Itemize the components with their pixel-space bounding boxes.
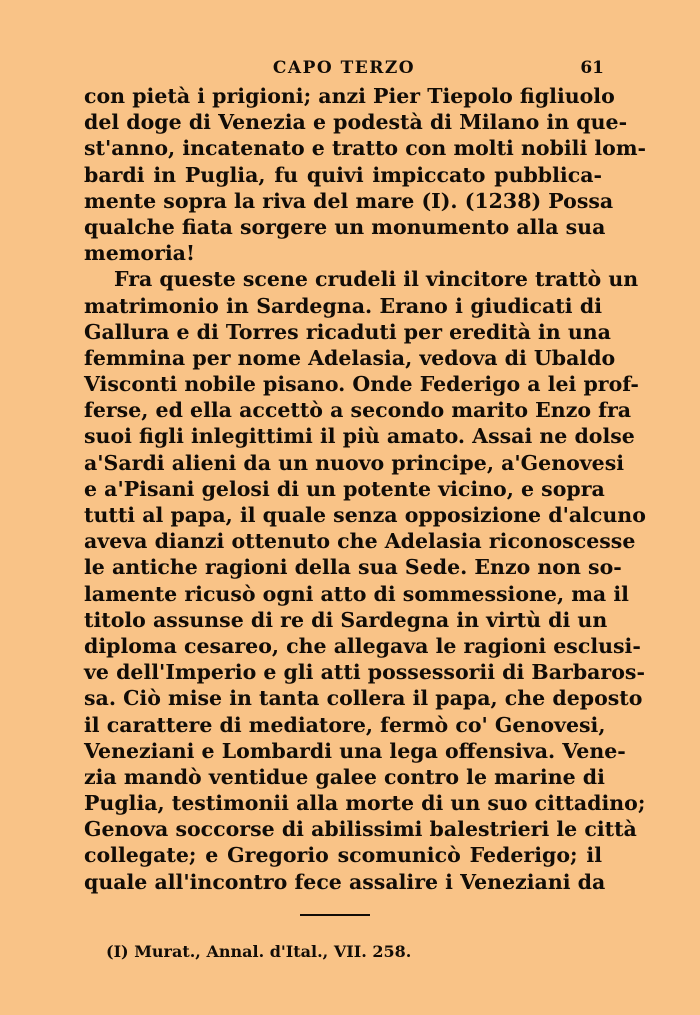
text-line: st'anno, incatenato e tratto con molti nobili lom- [84,136,647,161]
text-line: bardi in Puglia, fu quivi impiccato pubblica- [84,162,602,187]
text-line: mente sopra la riva del mare (I). (1238) Possa [84,188,614,213]
text-line: ferse, ed ella accettò a secondo marito Enzo fra [84,398,632,423]
footnote: (I) Murat., Annal. d'Ital., VII. 258. [106,942,412,961]
text-line: del doge di Venezia e podestà di Milano in que- [84,110,628,135]
text-line: lamente ricusò ogni atto di sommessione, ma il [84,581,629,606]
chapter-title: CAPO TERZO [272,58,416,78]
text-line: qualche fiata sorgere un monumento alla sua [84,214,606,239]
text-line: a'Sardi alieni da un nuovo principe, a'Genovesi [84,450,625,475]
footnote-divider [300,914,370,916]
paragraph-2 [84,266,646,895]
text-line: tutti al papa, il quale senza opposizione d'alcuno [84,503,646,527]
text-line: Genova soccorse di abilissimi balestrieri le città [84,817,637,842]
text-line: Visconti nobile pisano. Onde Federigo a lei prof- [84,372,639,397]
text-line: matrimonio in Sardegna. Erano i giudicati di [84,293,602,318]
text-line: con pietà i prigioni; anzi Pier Tiepolo figliuolo [84,84,615,108]
text-line: sa. Ciò mise in tanta collera il papa, che deposto [84,686,643,711]
text-line: memoria! [84,241,195,266]
text-line: e a'Pisani gelosi di un potente vicino, e sopra [84,476,605,501]
text-line: Veneziani e Lombardi una lega offensiva. Vene- [84,738,626,763]
text-line: ve dell'Imperio e gli atti possessorii di Barbaros- [84,660,645,685]
text-line: Gallura e di Torres ricaduti per eredità in una [84,319,611,344]
text-line: suoi figli inlegittimi il più amato. Assai ne dolse [84,424,635,449]
text-line: diploma cesareo, che allegava le ragioni esclusi- [84,633,641,658]
text-line: zia mandò ventidue galee contro le marine di [84,764,605,789]
text-line: le antiche ragioni della sua Sede. Enzo non so- [84,555,622,580]
text-line: aveva dianzi ottenuto che Adelasia riconoscesse [84,529,636,554]
text-line: quale all'incontro fece assalire i Veneziani da [84,869,606,894]
text-line: collegate; e Gregorio scomunicò Federigo; il [84,843,602,868]
body-text [84,83,647,895]
text-line: femmina per nome Adelasia, vedova di Ubaldo [84,345,616,370]
text-line: titolo assunse di re di Sardegna in virtù di un [84,607,608,632]
text-line: il carattere di mediatore, fermò co' Genovesi, [84,712,606,737]
paragraph-1 [84,83,647,266]
page-number: 61 [580,58,604,78]
running-head [84,58,604,82]
text-line: Puglia, testimonii alla morte di un suo cittadino; [84,791,646,816]
text-line: Fra queste scene crudeli il vincitore trattò un [114,267,639,292]
